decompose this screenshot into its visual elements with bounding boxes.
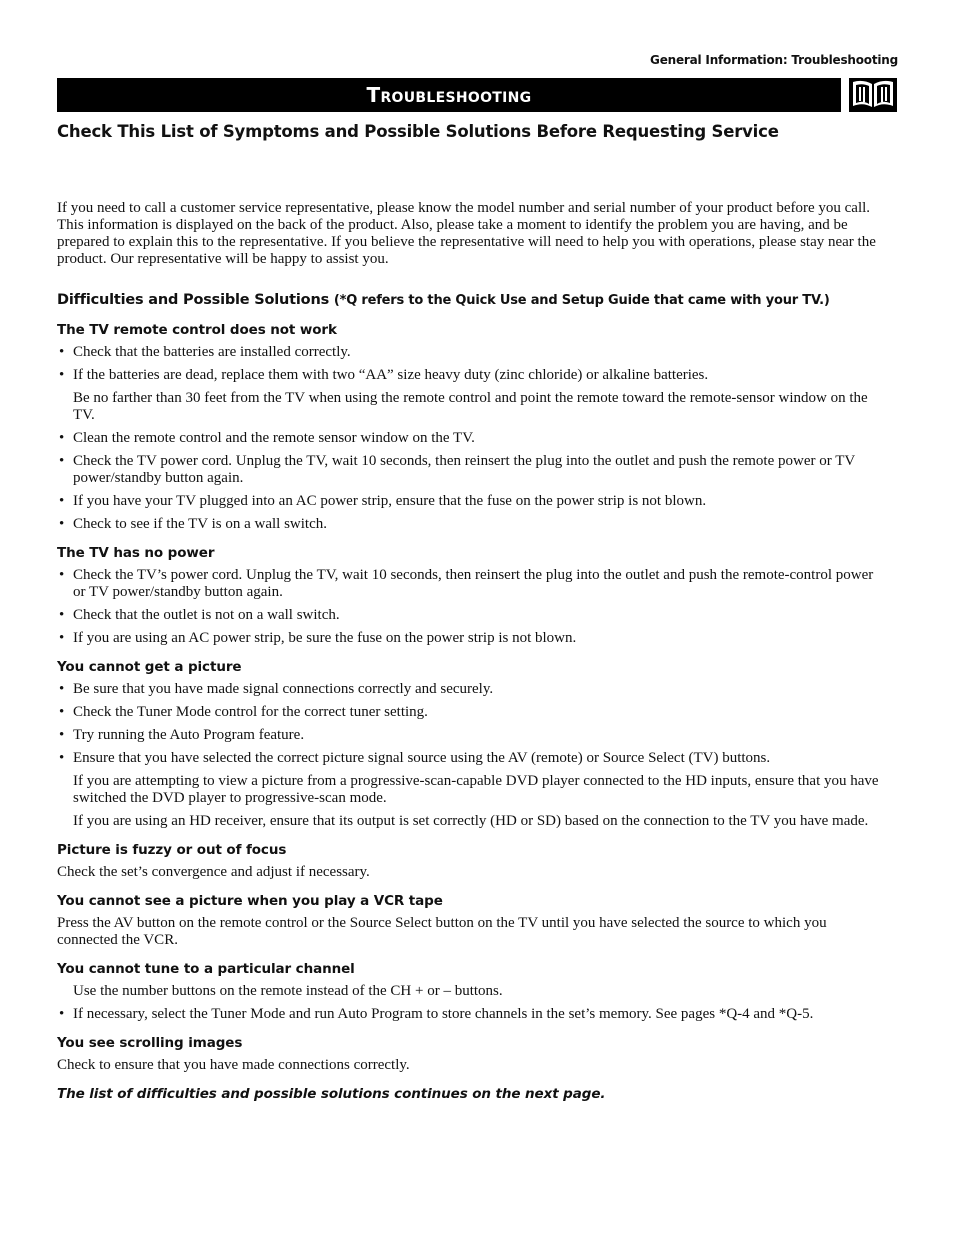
solution-item: Be no farther than 30 feet from the TV when using the remote control and point the remote toward the remote-sensor window on the TV. (73, 390, 868, 423)
solution-item: • Try running the Auto Program feature. (57, 727, 887, 744)
content (57, 200, 887, 1102)
solution-list (57, 567, 887, 647)
solution-item: • Check that the batteries are installed correctly. (57, 344, 887, 361)
running-head: General Information: Troubleshooting (650, 53, 898, 67)
headline: Check This List of Symptoms and Possible Solutions Before Requesting Service (57, 122, 779, 141)
section-heading-text: Difficulties and Possible Solutions (57, 292, 329, 308)
section-heading (57, 292, 887, 308)
problems-list (57, 322, 887, 1074)
solution-list (57, 681, 887, 830)
solution-item: • If the batteries are dead, replace them with two “AA” size heavy duty (zinc chloride) or alkaline batteries. (57, 367, 887, 384)
solution-item: • If necessary, select the Tuner Mode and run Auto Program to store channels in the set’s memory. See pages *Q-4 and *Q-5. (57, 1006, 887, 1023)
problem-block (57, 659, 887, 830)
section-heading-note: (*Q refers to the Quick Use and Setup Guide that came with your TV.) (333, 293, 830, 308)
problem-heading: You cannot tune to a particular channel (57, 961, 355, 977)
solution-item: • Check to see if the TV is on a wall switch. (57, 516, 887, 533)
page-title: Troubleshooting (366, 83, 532, 107)
problem-block (57, 961, 887, 1023)
solution-text: Check the set’s convergence and adjust if necessary. (57, 864, 370, 880)
intro-paragraph: If you need to call a customer service representative, please know the model number and serial number of your product before you call. This information is displayed on the back of the product. Also, please take a moment to identify the problem you are having, and be prepared to explain this to the representative. If you believe the representative will need to help you with operations, please stay near the product. Our representative will be happy to assist you. (57, 200, 876, 267)
solution-list (57, 344, 887, 533)
solution-item: If you are using an HD receiver, ensure that its output is set correctly (HD or SD) based on the connection to the TV you have made. (73, 813, 869, 829)
solution-text: Check to ensure that you have made connections correctly. (57, 1057, 410, 1073)
solution-item: • Check the Tuner Mode control for the correct tuner setting. (57, 704, 887, 721)
problem-block (57, 893, 887, 949)
problem-heading: You cannot get a picture (57, 659, 242, 675)
problem-heading: Picture is fuzzy or out of focus (57, 842, 287, 858)
problem-heading: You cannot see a picture when you play a VCR tape (57, 893, 443, 909)
problem-block (57, 545, 887, 647)
open-book-icon (849, 78, 897, 112)
problem-block (57, 1035, 887, 1074)
solution-item: • If you have your TV plugged into an AC power strip, ensure that the fuse on the power strip is not blown. (57, 493, 887, 510)
solution-list (57, 983, 887, 1023)
solution-item: • Ensure that you have selected the correct picture signal source using the AV (remote) or Source Select (TV) buttons. (57, 750, 887, 767)
problem-heading: The TV remote control does not work (57, 322, 337, 338)
solution-item: • Check the TV power cord. Unplug the TV, wait 10 seconds, then reinsert the plug into the outlet and push the remote power or TV power/standby button again. (57, 453, 887, 487)
solution-text: Press the AV button on the remote control or the Source Select button on the TV until you have selected the source to which you connected the VCR. (57, 915, 827, 948)
title-bar (57, 78, 841, 112)
problem-block (57, 322, 887, 533)
solution-item: • Check that the outlet is not on a wall switch. (57, 607, 887, 624)
solution-item: • Be sure that you have made signal connections correctly and securely. (57, 681, 887, 698)
problem-heading: You see scrolling images (57, 1035, 243, 1051)
solution-item: Use the number buttons on the remote instead of the CH + or – buttons. (73, 983, 503, 999)
continues-note: The list of difficulties and possible solutions continues on the next page. (57, 1086, 606, 1102)
solution-item: • Check the TV’s power cord. Unplug the TV, wait 10 seconds, then reinsert the plug into the outlet and push the remote-control power or TV power/standby button again. (57, 567, 887, 601)
problem-block (57, 842, 887, 881)
solution-item: If you are attempting to view a picture from a progressive-scan-capable DVD player connected to the HD inputs, ensure that you have switched the DVD player to progressive-scan mode. (73, 773, 879, 806)
problem-heading: The TV has no power (57, 545, 215, 561)
solution-item: • If you are using an AC power strip, be sure the fuse on the power strip is not blown. (57, 630, 887, 647)
solution-item: • Clean the remote control and the remote sensor window on the TV. (57, 430, 887, 447)
